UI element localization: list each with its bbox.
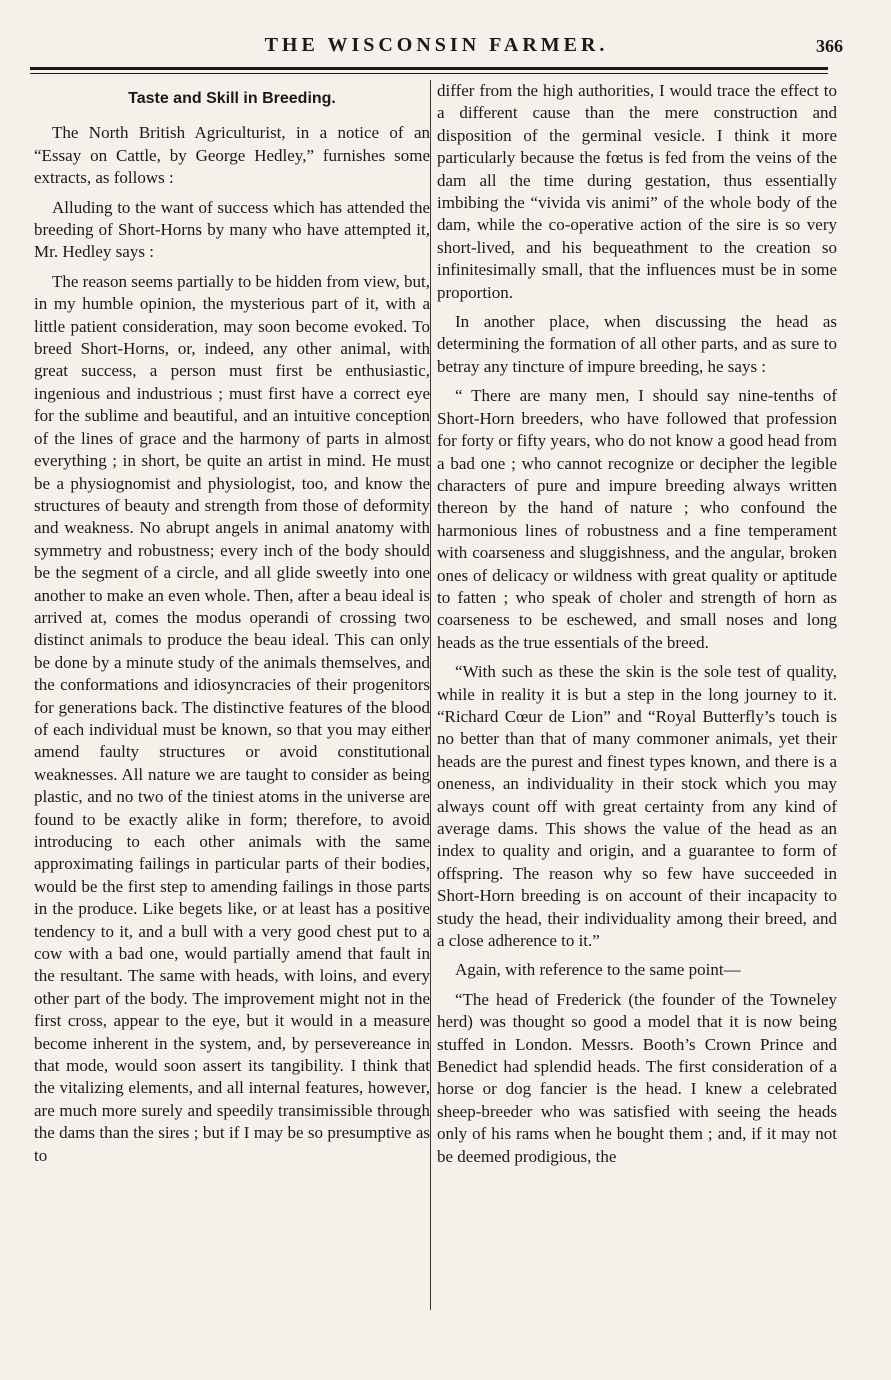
- masthead-rule-thin: [30, 73, 828, 74]
- article-paragraph: “ There are many men, I should say nine-tenths of Short-Horn breeders, who have followed that profession for forty or fifty years, who do not know a good head from a bad one ; who cannot recognize or decipher the legible characters of pure and impure breeding always written thereon by the hand of nature ; who confound the harmonious lines of robustness and a fine temperament with coarseness and sluggishness, and the angular, broken ones of delicacy or wildness with great quality or aptitude to fatten ; who speak of choler and strength of horn as coarseness to be eschewed, and small noses and long heads as the true essentials of the breed.: [437, 386, 837, 652]
- article-paragraph: “With such as these the skin is the sole test of quality, while in reality it is but a step in the long journey to it. “Richard Cœur de Lion” and “Royal Butterfly’s touch is no better than that of many commoner animals, yet their heads are the purest and finest types known, and there is a oneness, an individuality in their stock which you may always count off with great certainty from any kind of average dams. This shows the value of the head as an index to quality and origin, and a guarantee to form of offspring. The reason why so few have succeeded in Short-Horn breeding is on account of their incapacity to study the head, their individuality among their breed, and a close adherence to it.”: [437, 662, 837, 951]
- page-number: 366: [816, 36, 843, 56]
- article-paragraph: The North British Agriculturist, in a notice of an “Essay on Cattle, by George Hedley,” furnishes some extracts, as follows :: [34, 123, 430, 188]
- article-paragraph: The reason seems partially to be hidden from view, but, in my humble opinion, the mysterious part of it, with a little patient consideration, may soon become evoked. To breed Short-Horns, or, indeed, any other animal, with great success, a person must first be enthusiastic, ingenious and industrious ; must first have a correct eye for the sublime and beautiful, and an intuitive conception of the lines of grace and the harmony of parts in almost everything ; in short, be quite an artist in mind. He must be a physiognomist and physiologist, too, and know the structures of beauty and strength from those of deformity and weakness. No abrupt angels in animal anatomy with symmetry and robustness; every inch of the body should be the segment of a circle, and all glide sweetly into one another to make an even whole. Then, after a beau ideal is arrived at, comes the modus operandi of crossing two distinct animals to produce the beau ideal. This can only be done by a minute study of the animals themselves, and the conformations and idiosyncracies of their progenitors for generations back. The distinctive features of the blood of each individual must be known, so that you may either amend faulty structures or avoid constitutional weaknesses. All nature we are taught to consider as being plastic, and no two of the tiniest atoms in the universe are found to be exactly alike in form; therefore, to avoid introducing to each other animals with the same approximating failings in particular parts of their bodies, would be the first step to amending failings in those parts in the produce. Like begets like, or at least has a positive tendency to it, and a bull with a very good chest put to a cow with a bad one, would partially amend that fault in the resultant. The same with heads, with loins, and every other part of the body. The improvement might not in the first cross, appear to the eye, but it would in a measure become inherent in the system, and, by persevereance in that mode, would soon assert its tangibility. I think that the vitalizing elements, and all internal features, however, are much more surely and speedily transimissible through the dams than the sires ; but if I may be so presumptive as to: [34, 271, 430, 1165]
- column-divider: [430, 80, 431, 1310]
- publication-title: THE WISCONSIN FARMER.: [264, 34, 609, 56]
- article-paragraph: differ from the high authorities, I would trace the effect to a different cause than the mere construction and disposition of the germinal vesicle. I think it more particularly because the fœtus is fed from the veins of the dam all the time during gestation, thus essentially imbibing the “vivida vis animi” of the whole body of the dam, while the co-operative action of the sire is so very short-lived, and his bequeathment to the creation so infinitesimally small, that the influences must be in some proportion.: [437, 81, 837, 302]
- article-paragraph: Alluding to the want of success which has attended the breeding of Short-Horns by many who have attempted it, Mr. Hedley says :: [34, 197, 430, 262]
- left-column: [34, 80, 430, 1174]
- masthead: [30, 34, 843, 64]
- right-column: [437, 80, 837, 1175]
- article-heading: Taste and Skill in Breeding.: [128, 90, 336, 107]
- article-paragraph: “The head of Frederick (the founder of the Towneley herd) was thought so good a model that it is now being stuffed in London. Messrs. Booth’s Crown Prince and Benedict had splendid heads. The first consideration of a horse or dog fancier is the head. I knew a celebrated sheep-breeder who was satisfied with seeing the heads only of his rams when he bought them ; and, if it may not be deemed prodigious, the: [437, 989, 837, 1166]
- article-paragraph: Again, with reference to the same point—: [455, 960, 741, 980]
- masthead-rule-thick: [30, 67, 828, 70]
- article-paragraph: In another place, when discussing the head as determining the formation of all other parts, and as sure to betray any tincture of impure breeding, he says :: [437, 312, 837, 376]
